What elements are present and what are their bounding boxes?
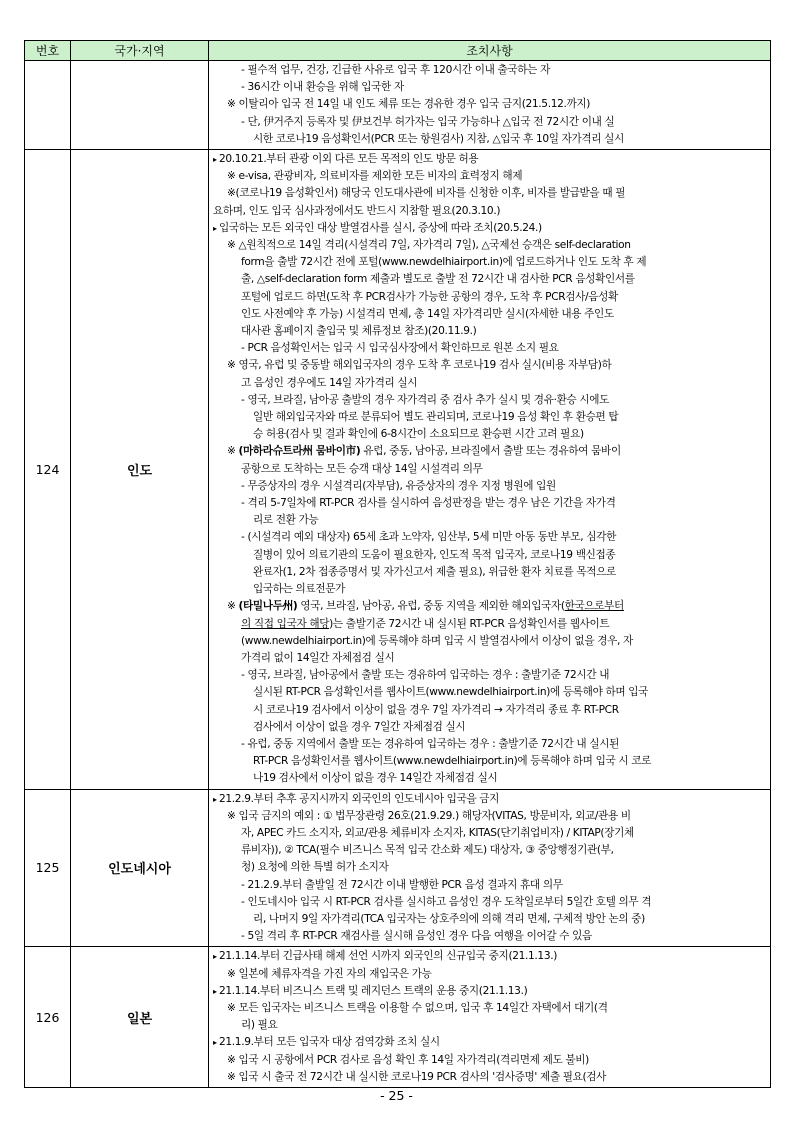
list-item: 리) 필요 — [241, 1019, 278, 1032]
list-item: ▸ 21.2.9.부터 추후 공지시까지 외국인의 인도네시아 입국을 금지 — [213, 791, 765, 808]
table-row-india — [25, 150, 771, 790]
list-item: 류비자)), ② TCA(필수 비즈니스 목적 입국 간소화 제도) 대상자, ③ 중앙행정기관(부, — [241, 844, 614, 857]
list-item: 고 음성인 경우에도 14일 자가격리 실시 — [241, 376, 418, 389]
list-item: ※ (타밀나두州) 영국, 브라질, 남아공, 유럽, 중동 지역을 제외한 해외입국자(한국으로부터 — [227, 600, 624, 613]
list-item: ※ (마하라슈트라州 뭄바이市) 유럽, 중동, 남아공, 브라질에서 출발 또는 경유하여 뭄바이 — [227, 445, 621, 458]
measures-cell — [209, 150, 771, 790]
list-item: - 유럽, 중동 지역에서 출발 또는 경유하여 입국하는 경우 : 출발기준 72시간 내 실시된 — [241, 737, 619, 750]
row-number: 125 — [25, 789, 71, 947]
measures-cell — [209, 789, 771, 947]
list-item: - 21.2.9.부터 출발일 전 72시간 이내 발행한 PCR 음성 결과지 휴대 의무 — [241, 878, 563, 891]
list-item: ※ e-visa, 관광비자, 의료비자를 제외한 모든 비자의 효력정지 해제 — [227, 170, 523, 183]
list-item: 공항으로 도착하는 모든 승객 대상 14일 시설격리 의무 — [241, 462, 483, 475]
list-item: 나19 검사에서 이상이 없을 경우 14일간 자체점검 실시 — [253, 772, 498, 785]
list-item: - 인도네시아 입국 시 RT-PCR 검사를 실시하고 음성인 경우 도착일로부터 5일간 호텔 의무 격 — [241, 895, 652, 908]
list-item: 일반 해외입국자와 따로 분류되어 별도 관리되며, 코로나19 음성 확인 후 환승편 탑 — [253, 411, 619, 424]
list-item: 완료자(1, 2차 접종증명서 및 자가신고서 제출 필요), 위급한 환자 치료를 목적으로 — [253, 565, 616, 578]
list-item: - 5일 격리 후 RT-PCR 재검사를 실시해 음성인 경우 다음 여행을 이어갈 수 있음 — [241, 930, 592, 943]
list-item: 인도 사전예약 후 가능) 시설격리 면제, 총 14일 자가격리만 실시(자세한 내용 주인도 — [241, 307, 614, 320]
page-number: - 25 - — [380, 1088, 413, 1103]
list-item: 질병이 있어 의료기관의 도움이 필요한자, 인도적 목적 입국자, 코로나19 백신접종 — [253, 548, 616, 561]
cont-num-cell — [25, 61, 71, 150]
list-item: - (시설격리 예외 대상자) 65세 초과 노약자, 임산부, 5세 미만 아동 동반 부모, 심각한 — [241, 531, 616, 544]
list-item: - 격리 5-7일차에 RT-PCR 검사를 실시하여 음성판정을 받는 경우 남은 기간을 자가격 — [241, 497, 616, 510]
list-item: ※(코로나19 음성확인서) 해당국 인도대사관에 비자를 신청한 이후, 비자를 발급받을 때 필 — [227, 187, 626, 200]
region-label-mumbai: (마하라슈트라州 뭄바이市) — [238, 445, 361, 458]
list-item: 자, APEC 카드 소지자, 외교/관용 체류비자 소지자, KITAS(단기취업비자) / KITAP(장기체 — [241, 826, 634, 839]
list-item: 리, 나머지 9일 자가격리(TCA 입국자는 상호주의에 의해 격리 면제, 구체적 방안 논의 중) — [253, 912, 645, 925]
list-item: 입국하는 의료전문가 — [253, 583, 345, 596]
list-item: ※ 입국 시 공항에서 PCR 검사로 음성 확인 후 14일 자가격리(격리면제 제도 불비) — [227, 1053, 589, 1066]
list-item: ▸ 20.10.21.부터 관광 이외 다른 모든 목적의 인도 방문 허용 — [213, 151, 765, 168]
list-item: ▸ 입국하는 모든 외국인 대상 발열검사를 실시, 증상에 따라 조치(20.5.24.) — [213, 220, 765, 237]
triangle-bullet-icon: ▸ — [213, 952, 217, 962]
list-item: 포털에 업로드 하면(도착 후 PCR검사가 가능한 공항의 경우, 도착 후 PCR검사/음성확 — [241, 290, 618, 303]
header-measures: 조치사항 — [209, 41, 771, 61]
list-item: form을 출발 72시간 전에 포털(www.newdelhiairport.in)에 업로드하거나 인도 도착 후 제 — [241, 256, 647, 269]
triangle-bullet-icon: ▸ — [213, 1038, 217, 1048]
triangle-bullet-icon: ▸ — [213, 223, 217, 233]
list-item: 가격리 없이 14일간 자체점검 실시 — [241, 651, 395, 664]
list-item: ▸ 21.1.14.부터 비즈니스 트랙 및 레지던스 트랙의 운용 중지(21.1.13.) — [213, 983, 765, 1000]
list-item: ※ 일본에 체류자격을 가진 자의 재입국은 가능 — [227, 967, 432, 980]
measures-cell — [209, 947, 771, 1088]
country-name: 일본 — [71, 947, 209, 1088]
triangle-bullet-icon: ▸ — [213, 986, 217, 996]
triangle-bullet-icon: ▸ — [213, 794, 217, 804]
country-name: 인도 — [71, 150, 209, 790]
list-item: ▸ 21.1.9.부터 모든 입국자 대상 검역강화 조치 실시 — [213, 1034, 765, 1051]
country-name: 인도네시아 — [71, 789, 209, 947]
list-item: - 36시간 이내 환승을 위해 입국한 자 — [241, 81, 404, 94]
list-item: ※ △원칙적으로 14일 격리(시설격리 7일, 자가격리 7일), △국제선 승객은 self-declaration — [227, 239, 631, 252]
list-item: - 영국, 브라질, 남아공에서 출발 또는 경유하여 입국하는 경우 : 출발기준 72시간 내 — [241, 669, 610, 682]
list-item: 청) 요청에 의한 특별 허가 소지자 — [241, 861, 389, 874]
list-item: 의 직접 입국자 해당)는 출발기준 72시간 내 실시된 RT-PCR 음성확인서를 웹사이트 — [241, 617, 610, 630]
list-item: 시 코로나19 검사에서 이상이 없을 경우 7일 자가격리 → 자가격리 종료 후 RT-PCR — [253, 703, 619, 716]
list-item: (www.newdelhiairport.in)에 등록해야 하며 입국 시 발열검사에서 이상이 없을 경우, 자 — [241, 634, 633, 647]
row-number: 124 — [25, 150, 71, 790]
list-item: 리로 전환 가능 — [253, 514, 319, 527]
list-item: 출, △self-declaration form 제출과 별도로 출발 전 72시간 내 검사한 PCR 음성확인서를 — [241, 273, 635, 286]
list-item: ※ 이탈리아 입국 전 14일 내 인도 체류 또는 경유한 경우 입국 금지(21.5.12.까지) — [227, 98, 591, 111]
list-item: ※ 입국 금지의 예외 : ① 법무장관령 26호(21.9.29.) 해당자(VITAS, 방문비자, 외교/관용 비 — [227, 809, 631, 822]
table-row-continued — [25, 61, 771, 150]
table-header-row — [25, 41, 771, 61]
list-item: 대사관 홈페이지 출입국 및 체류정보 참조)(20.11.9.) — [241, 325, 477, 338]
list-item: 검사에서 이상이 없을 경우 7일간 자체점검 실시 — [253, 720, 466, 733]
triangle-bullet-icon: ▸ — [213, 155, 217, 165]
row-number: 126 — [25, 947, 71, 1088]
list-item: - PCR 음성확인서는 입국 시 입국심사장에서 확인하므로 원본 소지 필요 — [241, 342, 559, 355]
region-label-tamil-nadu: (타밀나두州) — [238, 600, 298, 613]
list-item: - 단, 伊거주지 등록자 및 伊보건부 허가자는 입국 가능하나 △입국 전 72시간 이내 실 — [241, 115, 615, 128]
header-country: 국가·지역 — [71, 41, 209, 61]
list-item: 시한 코로나19 음성확인서(PCR 또는 항원검사) 지참, △입국 후 10일 자가격리 실시 — [253, 132, 624, 145]
list-item: ※ 입국 시 출국 전 72시간 내 실시한 코로나19 PCR 검사의 '검사증명' 제출 필요(검사 — [227, 1070, 607, 1083]
list-item: 승 허용(검사 및 결과 확인에 6-8시간이 소요되므로 환승편 시간 고려 필요) — [253, 428, 584, 441]
list-item: RT-PCR 음성확인서를 웹사이트(www.newdelhiairport.in)에 등록해야 하며 입국 시 코로 — [253, 755, 652, 768]
list-item: 실시된 RT-PCR 음성확인서를 웹사이트(www.newdelhiairport.in)에 등록해야 하며 입국 — [253, 686, 649, 699]
cont-country-cell — [71, 61, 209, 150]
table-row-indonesia — [25, 789, 771, 947]
measures-table — [24, 40, 771, 1088]
list-item: - 무증상자의 경우 시설격리(자부담), 유증상자의 경우 지정 병원에 입원 — [241, 479, 556, 492]
list-item: 요하며, 인도 입국 심사과정에서도 반드시 지참할 필요(20.3.10.) — [213, 204, 501, 217]
list-item: ▸ 21.1.14.부터 긴급사태 해제 선언 시까지 외국인의 신규입국 중지(21.1.13.) — [213, 948, 765, 965]
list-item: - 필수적 업무, 건강, 긴급한 사유로 입국 후 120시간 이내 출국하는 자 — [241, 64, 550, 76]
cont-measures-cell — [209, 61, 771, 150]
list-item: ※ 영국, 유럽 및 중동발 해외입국자의 경우 도착 후 코로나19 검사 실시(비용 자부담)하 — [227, 359, 612, 372]
list-item: ※ 모든 입국자는 비즈니스 트랙을 이용할 수 없으며, 입국 후 14일간 자택에서 대기(격 — [227, 1001, 608, 1014]
table-row-japan — [25, 947, 771, 1088]
header-num: 번호 — [25, 41, 71, 61]
list-item: - 영국, 브라질, 남아공 출발의 경우 자가격리 중 검사 추가 실시 및 경유·환승 시에도 — [241, 393, 610, 406]
